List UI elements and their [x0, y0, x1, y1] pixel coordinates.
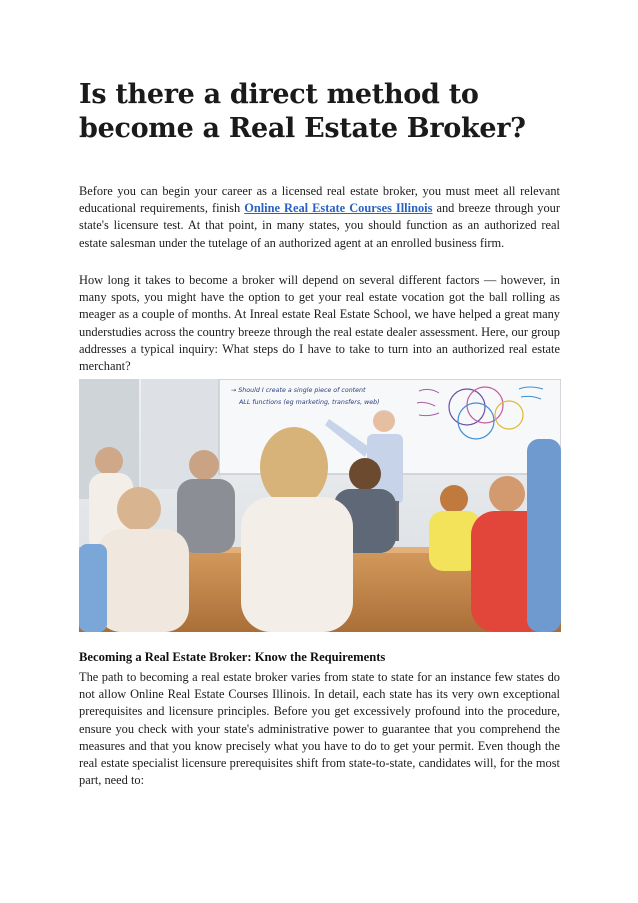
student-head	[117, 487, 161, 531]
student-head	[440, 485, 468, 513]
intro-text-start: Before you can begin your career as a licensed real estate broker, you must meet all relevant educational requirements, finish	[79, 184, 560, 216]
classroom-photo	[79, 379, 561, 632]
student-body	[79, 544, 107, 632]
whiteboard-text-line1: → Should I create a single piece of content	[231, 387, 366, 394]
timeline-paragraph: How long it takes to become a broker will depend on several different factors — however, in many spots, you might have the option to get your real estate vocation got the ball rolling as meager as a couple of months. At Inreal estate Real Estate School, we have helped a great many understudies across the country breeze through the real estate dealer assessment. Here, our group addresses a typical inquiry: What steps do I have to take to turn into an authorized real estate merchant?	[79, 273, 560, 374]
requirements-paragraph: The path to becoming a real estate broker varies from state to state for an instance few states do not allow Online Real Estate Courses Illinois. In detail, each state has its very own exceptional prerequisites and licensure principles. Before you get excessively profound into the procedure, ensure you check with your state's administrative power to guarantee that you comprehend the measures and that you know precisely what you have to do to get your permit. Even though the real estate specialist licensure prerequisites shift from state-to-state, candidates will, for the most part, need to:	[79, 670, 560, 788]
student-body	[527, 439, 561, 632]
intro-text-end: and breeze through your state's licensure test. At that point, in many states, you should function as an authorized real estate salesman under the tutelage of an authorized agent at an enrolled business firm.	[79, 201, 561, 250]
online-courses-link[interactable]: Online Real Estate Courses Illinois	[244, 201, 433, 216]
intro-paragraph	[79, 183, 560, 252]
whiteboard-text-line2: ALL functions (eg marketing, transfers, web)	[239, 399, 380, 406]
student-head	[95, 447, 123, 475]
student-head	[189, 450, 219, 480]
article-title: Is there a direct method to become a Real Estate Broker?	[79, 79, 526, 144]
student-hair	[260, 427, 328, 507]
teacher-head	[373, 410, 395, 432]
student-body	[241, 497, 353, 632]
student-head	[489, 476, 525, 512]
student-head	[349, 458, 381, 490]
student-body	[97, 529, 189, 632]
section-heading: Becoming a Real Estate Broker: Know the Requirements	[79, 650, 386, 664]
